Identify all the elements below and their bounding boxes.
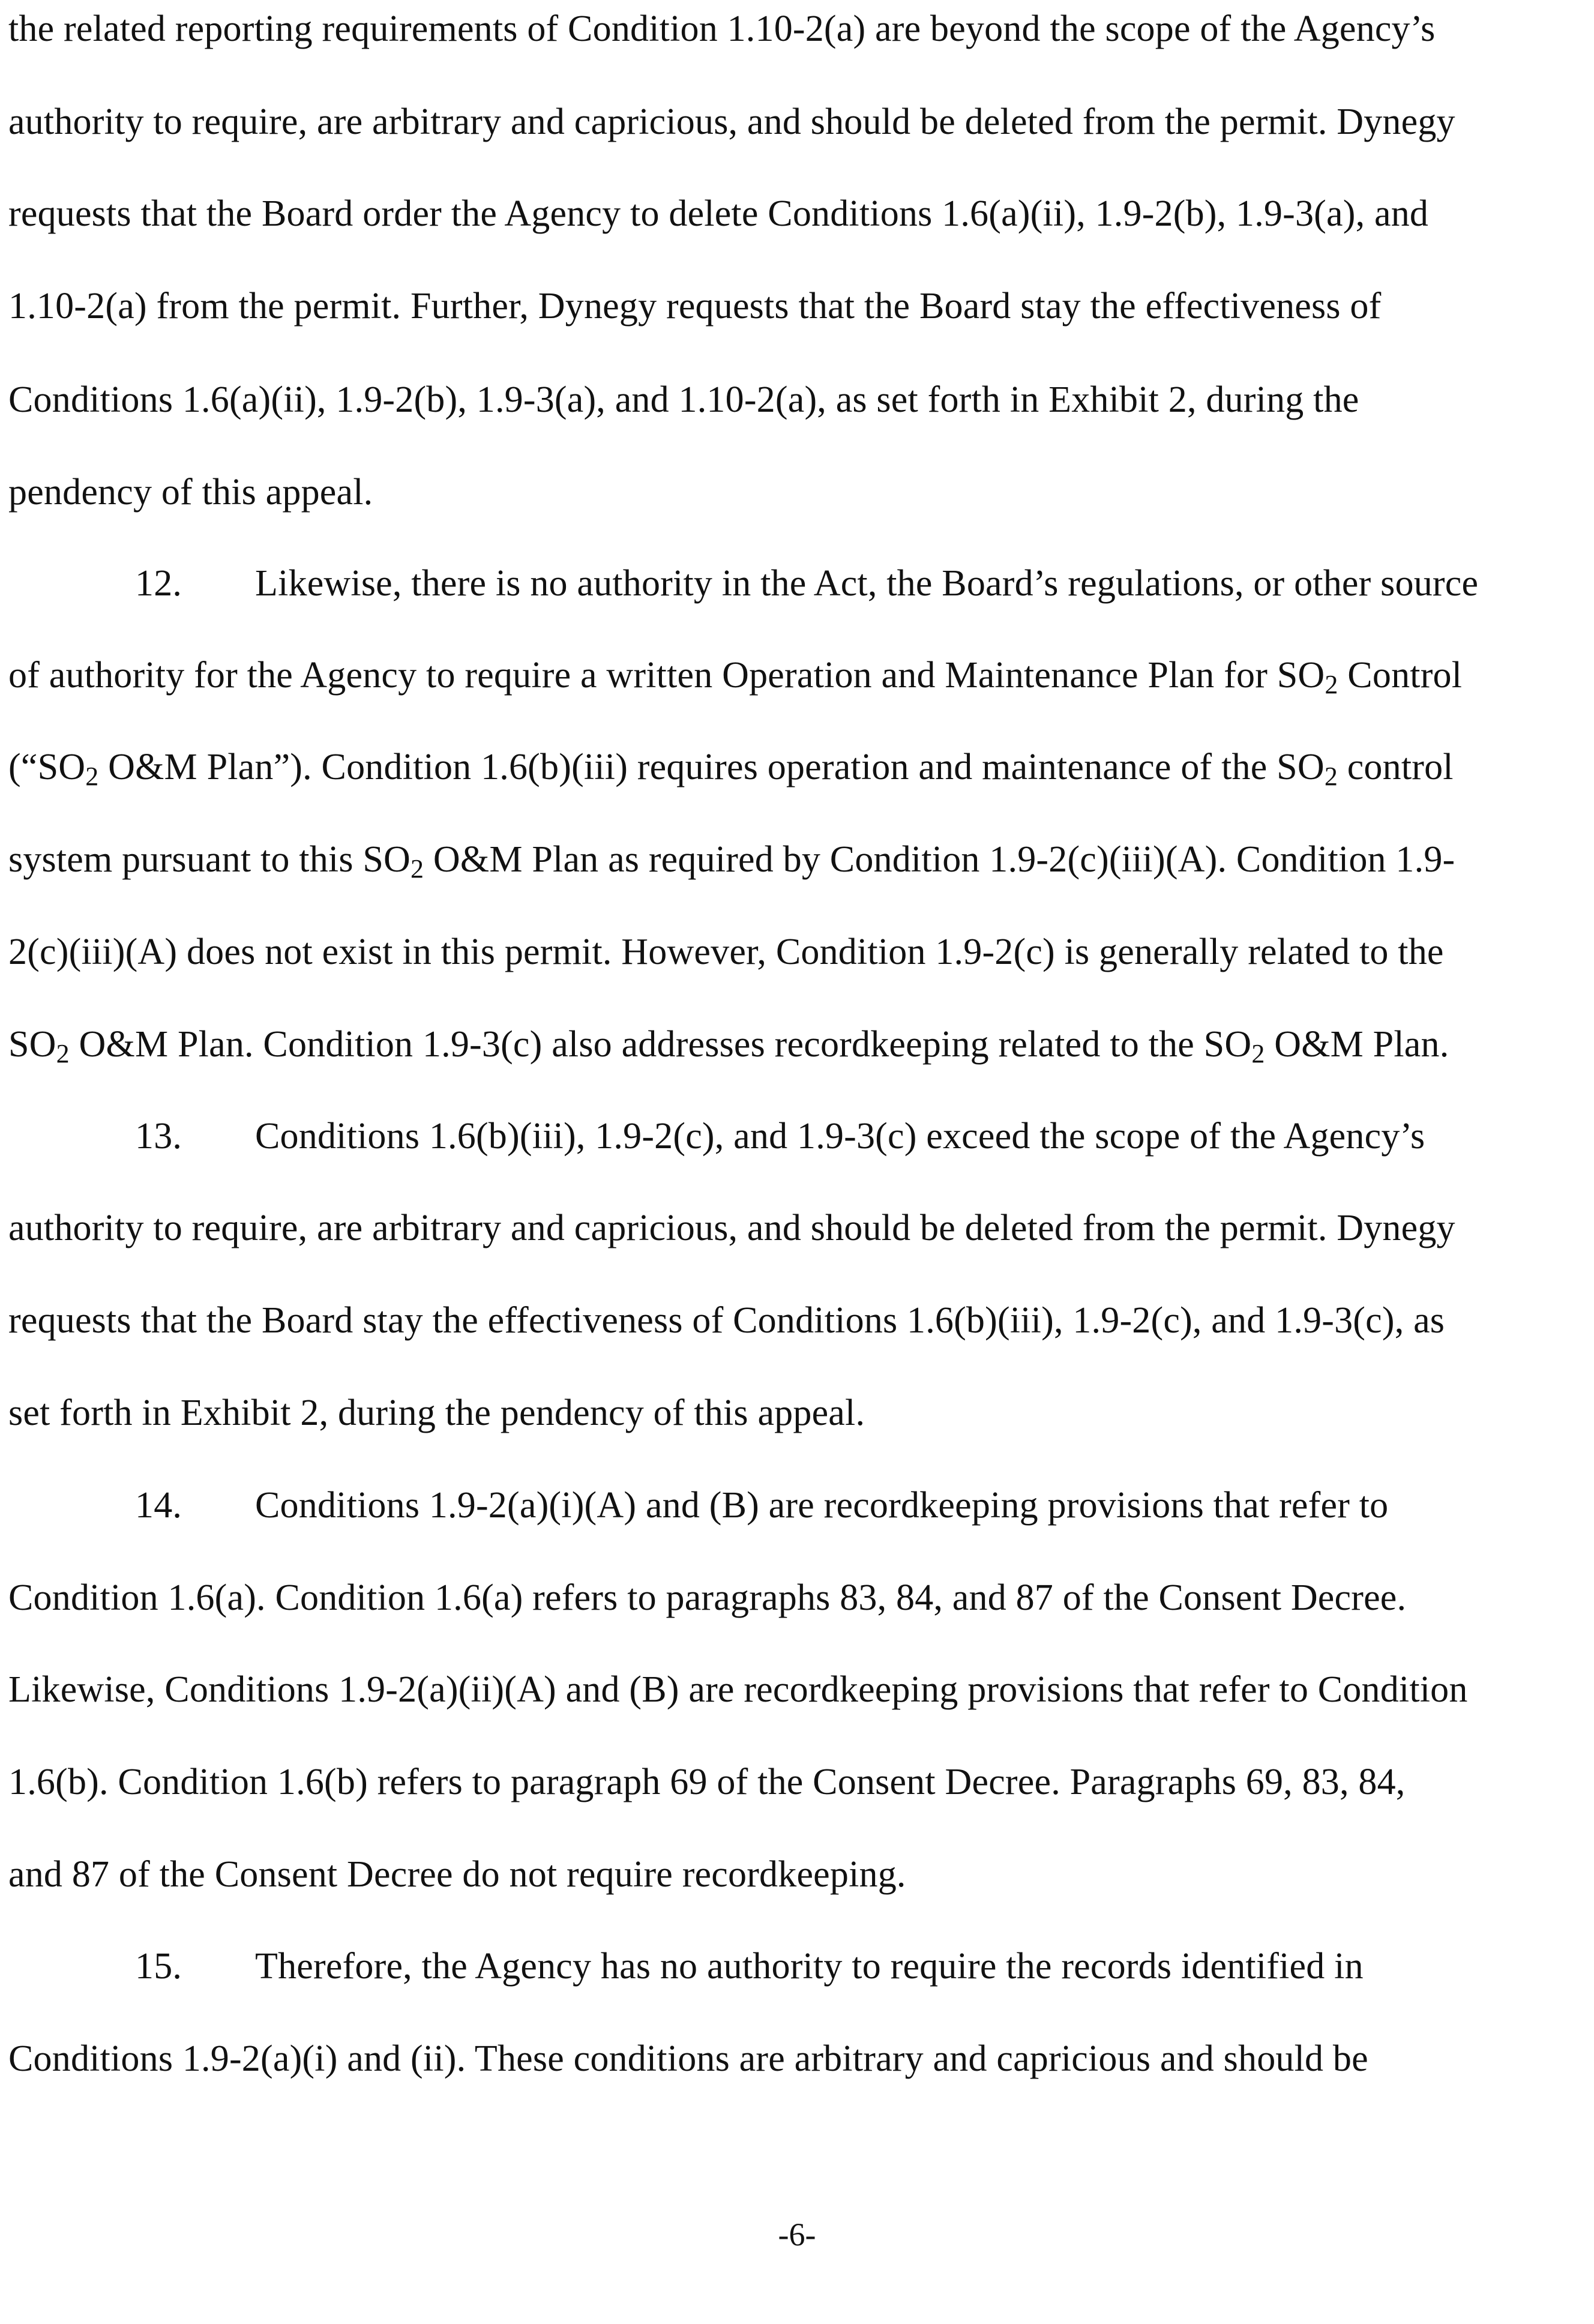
text-line [8, 651, 1462, 699]
text-span: O&M Plan. [1265, 1024, 1449, 1065]
paragraph-number: 13. [135, 1116, 182, 1157]
text-span: Conditions 1.6(b)(iii), 1.9-2(c), and 1.9-3(c) exceed the scope of the Agency’s [255, 1116, 1425, 1157]
text-line: and 87 of the Consent Decree do not require recordkeeping. [8, 1854, 906, 1895]
text-span: O&M Plan as required by Condition 1.9-2(c)(iii)(A). Condition 1.9- [424, 839, 1455, 880]
text-span: control [1338, 747, 1454, 787]
text-line: set forth in Exhibit 2, during the pendency of this appeal. [8, 1392, 865, 1433]
subscript: 2 [411, 854, 424, 884]
text-span: of authority for the Agency to require a written Operation and Maintenance Plan for SO [8, 655, 1325, 696]
subscript: 2 [85, 762, 99, 791]
text-line: requests that the Board stay the effectiveness of Conditions 1.6(b)(iii), 1.9-2(c), and 1.9-3(c), as [8, 1300, 1445, 1341]
text-line: 1.6(b). Condition 1.6(b) refers to paragraph 69 of the Consent Decree. Paragraphs 69, 83, 84, [8, 1762, 1406, 1802]
subscript: 2 [1251, 1039, 1265, 1068]
text-span: system pursuant to this SO [8, 839, 411, 880]
subscript: 2 [1325, 670, 1338, 699]
text-span: Therefore, the Agency has no authority to require the records identified in [255, 1946, 1364, 1987]
page-number: -6- [778, 2217, 816, 2253]
text-line: authority to require, are arbitrary and capricious, and should be deleted from the permit. Dynegy [8, 101, 1455, 142]
subscript: 2 [56, 1039, 70, 1068]
text-line: 2(c)(iii)(A) does not exist in this permit. However, Condition 1.9-2(c) is generally related to the [8, 932, 1444, 972]
text-span: Likewise, there is no authority in the Act, the Board’s regulations, or other source [255, 563, 1479, 604]
text-line: Conditions 1.9-2(a)(i) and (ii). These conditions are arbitrary and capricious and should be [8, 2038, 1368, 2079]
text-line [8, 835, 1455, 884]
text-line: requests that the Board order the Agency to delete Conditions 1.6(a)(ii), 1.9-2(b), 1.9-3(a), and [8, 193, 1429, 234]
paragraph-number: 12. [135, 563, 182, 604]
text-span: O&M Plan”). Condition 1.6(b)(iii) requires operation and maintenance of the SO [98, 747, 1325, 787]
paragraph-number: 15. [135, 1946, 182, 1987]
paragraph-15-first-line [135, 1942, 1364, 1990]
paragraph-12-first-line [135, 559, 1478, 607]
paragraph-14-first-line [135, 1481, 1388, 1529]
text-span: SO [8, 1024, 56, 1065]
text-span: Control [1338, 655, 1463, 696]
text-line: pendency of this appeal. [8, 472, 373, 513]
text-line: Likewise, Conditions 1.9-2(a)(ii)(A) and (B) are recordkeeping provisions that refer to Condition [8, 1669, 1468, 1710]
text-line: the related reporting requirements of Condition 1.10-2(a) are beyond the scope of the Agency’s [8, 8, 1436, 49]
text-line: Condition 1.6(a). Condition 1.6(a) refers to paragraphs 83, 84, and 87 of the Consent Decree. [8, 1577, 1407, 1618]
text-line [8, 1020, 1449, 1068]
text-line: Conditions 1.6(a)(ii), 1.9-2(b), 1.9-3(a), and 1.10-2(a), as set forth in Exhibit 2, during the [8, 379, 1359, 420]
text-line [8, 743, 1454, 791]
paragraph-number: 14. [135, 1485, 182, 1526]
text-span: (“SO [8, 747, 86, 787]
subscript: 2 [1324, 762, 1338, 791]
text-span: O&M Plan. Condition 1.9-3(c) also addresses recordkeeping related to the SO [69, 1024, 1252, 1065]
paragraph-13-first-line [135, 1112, 1425, 1160]
text-line: 1.10-2(a) from the permit. Further, Dynegy requests that the Board stay the effectiveness of [8, 286, 1382, 327]
text-span: Conditions 1.9-2(a)(i)(A) and (B) are recordkeeping provisions that refer to [255, 1485, 1389, 1526]
text-line: authority to require, are arbitrary and capricious, and should be deleted from the permit. Dynegy [8, 1208, 1455, 1248]
